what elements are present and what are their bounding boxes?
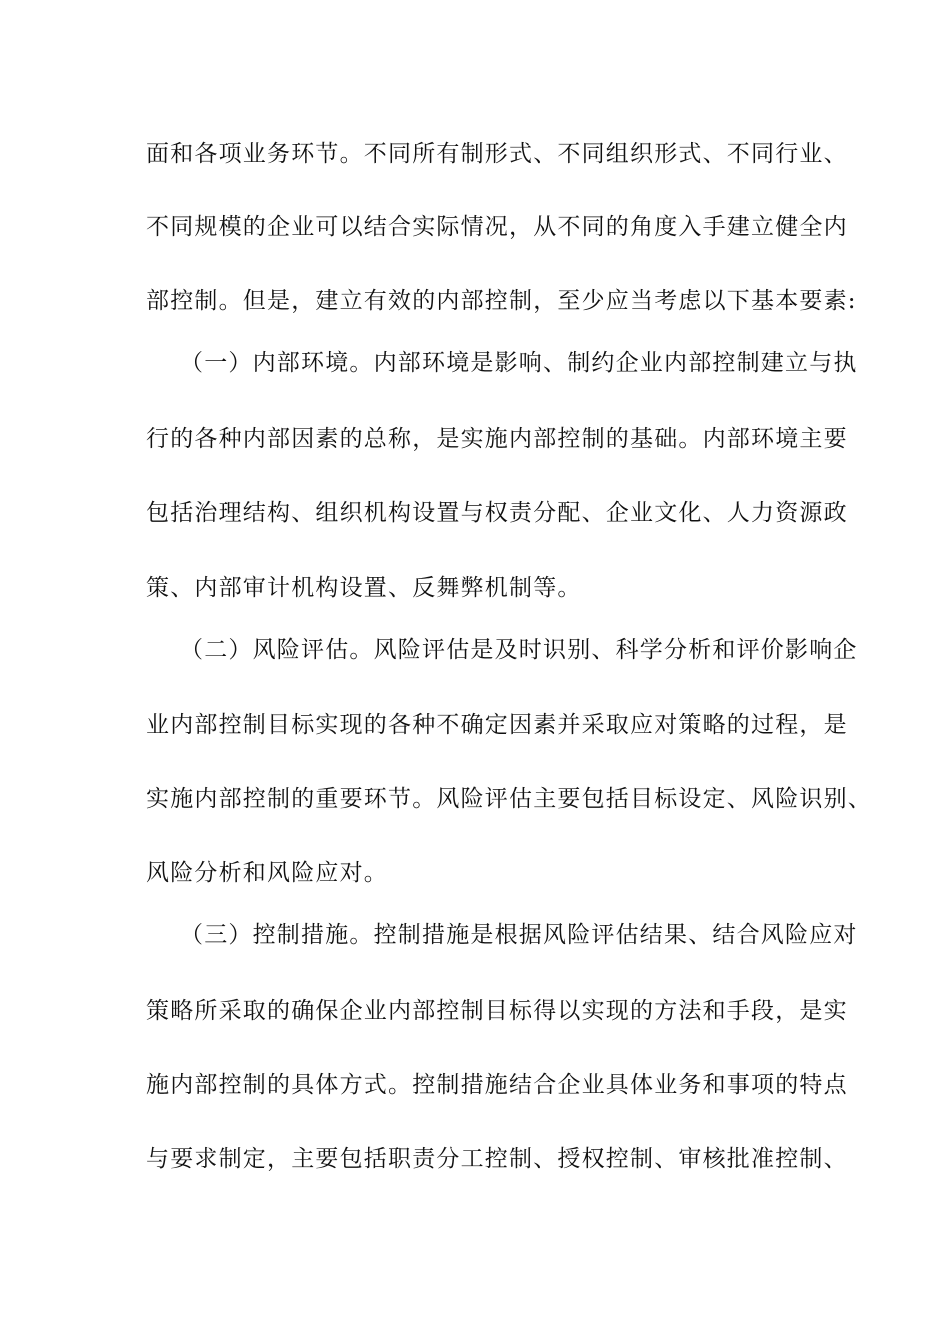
text-line: 业内部控制目标实现的各种不确定因素并采取应对策略的过程，是 [146, 712, 848, 738]
text-line: 策、内部审计机构设置、反舞弊机制等。 [146, 575, 582, 601]
paragraph-heading-2: （二）风险评估。风险评估是及时识别、科学分析和评价影响企 [180, 637, 858, 663]
text-line: 策略所采取的确保企业内部控制目标得以实现的方法和手段，是实 [146, 998, 848, 1024]
paragraph-heading-3: （三）控制措施。控制措施是根据风险评估结果、结合风险应对 [180, 922, 858, 948]
text-line: 施内部控制的具体方式。控制措施结合企业具体业务和事项的特点 [146, 1072, 848, 1098]
text-line: 与要求制定，主要包括职责分工控制、授权控制、审核批准控制、 [146, 1146, 848, 1172]
text-line: 风险分析和风险应对。 [146, 860, 388, 886]
text-line: 行的各种内部因素的总称，是实施内部控制的基础。内部环境主要 [146, 426, 848, 452]
text-line: 包括治理结构、组织机构设置与权责分配、企业文化、人力资源政 [146, 500, 848, 526]
text-line: 实施内部控制的重要环节。风险评估主要包括目标设定、风险识别、 [146, 786, 872, 812]
paragraph-heading-1: （一）内部环境。内部环境是影响、制约企业内部控制建立与执 [180, 350, 858, 376]
text-line: 面和各项业务环节。不同所有制形式、不同组织形式、不同行业、 [146, 141, 848, 167]
text-line: 部控制。但是，建立有效的内部控制，至少应当考虑以下基本要素: [146, 288, 857, 314]
text-line: 不同规模的企业可以结合实际情况，从不同的角度入手建立健全内 [146, 214, 848, 240]
